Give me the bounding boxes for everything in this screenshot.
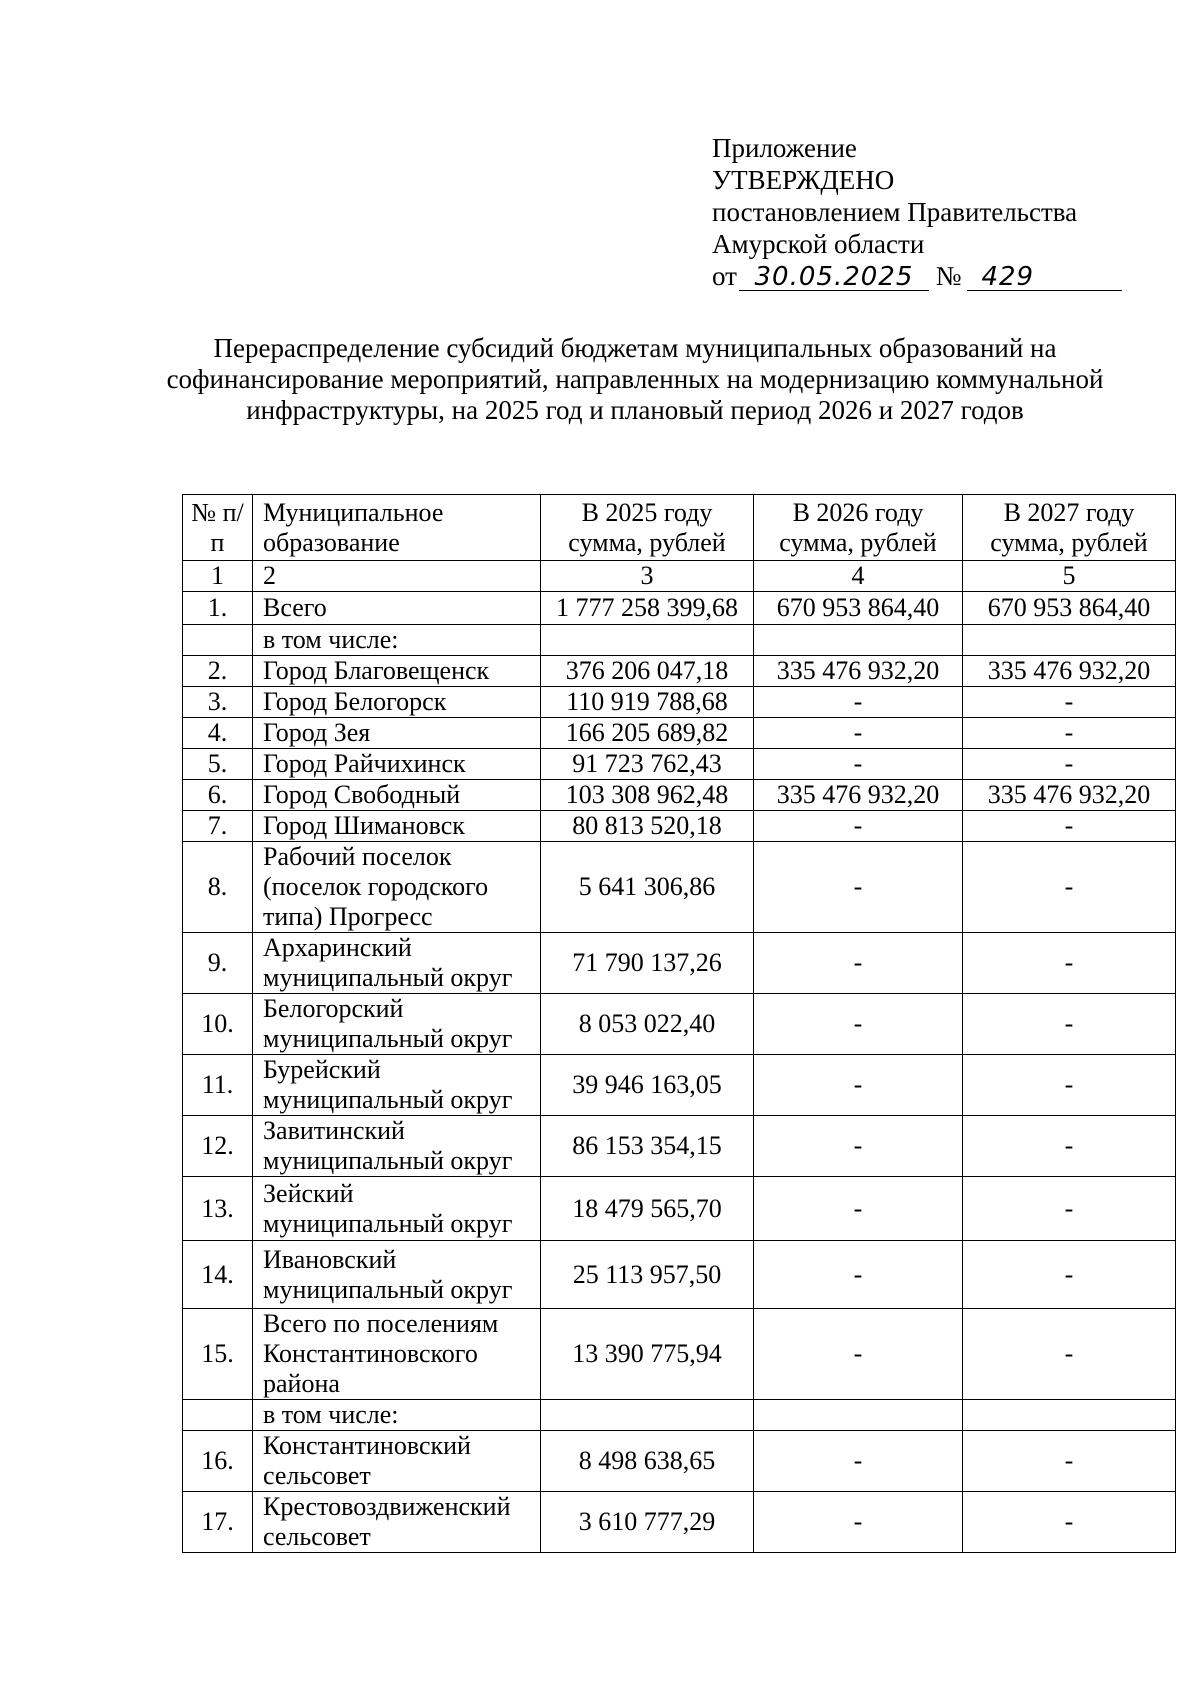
table-cell-col4: - [754,1431,963,1492]
table-cell-col2: Зейский муниципальный округ [253,1177,541,1241]
table-cell-col4 [754,1400,963,1431]
table-cell-col2: в том числе: [253,625,541,656]
table-cell-col2: Всего [253,592,541,625]
table-cell-col1: 9. [183,933,253,994]
table-cell-col3: 71 790 137,26 [541,933,754,994]
table-row [183,1241,1176,1309]
table-cell-col3: 5 641 306,86 [541,842,754,933]
table-cell-col5: - [963,1431,1176,1492]
table-cell-col3: 376 206 047,18 [541,656,754,687]
table-cell-col5: - [963,718,1176,749]
table-cell-col5 [963,625,1176,656]
table-cell-col3: 103 308 962,48 [541,780,754,811]
table-row [183,625,1176,656]
table-cell-col4: В 2026 году сумма, рублей [754,495,963,561]
table-cell-col3: 3 610 777,29 [541,1492,754,1553]
table-cell-col2: Город Свободный [253,780,541,811]
table-cell-col4: - [754,811,963,842]
table-cell-col4: 4 [754,561,963,592]
subsidy-table [182,494,1176,1553]
table-cell-col2: Константиновский сельсовет [253,1431,541,1492]
table-cell-col2: Бурейский муниципальный округ [253,1055,541,1116]
authority-label: Амурской области [712,229,925,259]
table-row [183,1309,1176,1400]
table-cell-col1: 17. [183,1492,253,1553]
table-cell-col2: 2 [253,561,541,592]
table-cell-col5: 5 [963,561,1176,592]
table-cell-col1: 6. [183,780,253,811]
table-row [183,592,1176,625]
table-cell-col4: - [754,1055,963,1116]
table-cell-col4: - [754,749,963,780]
table-cell-col2: Крестовоздвиженский сельсовет [253,1492,541,1553]
table-cell-col1: 16. [183,1431,253,1492]
table-cell-col5: - [963,749,1176,780]
table-cell-col1: 5. [183,749,253,780]
table-cell-col1: 10. [183,994,253,1055]
table-row [183,1116,1176,1177]
table-cell-col2: Завитинский муниципальный округ [253,1116,541,1177]
table-row [183,1055,1176,1116]
table-cell-col2: Город Белогорск [253,687,541,718]
table-cell-col4: - [754,842,963,933]
table-cell-col4: - [754,933,963,994]
table-cell-col3: 110 919 788,68 [541,687,754,718]
table-cell-col4: - [754,994,963,1055]
table-cell-col2: Город Райчихинск [253,749,541,780]
table-cell-col5: - [963,933,1176,994]
table-cell-col5: - [963,811,1176,842]
table-row [183,1492,1176,1553]
number-prefix: № [935,261,962,291]
table-cell-col4 [754,625,963,656]
table-cell-col4: - [754,1177,963,1241]
table-cell-col5: 670 953 864,40 [963,592,1176,625]
table-cell-col5: 335 476 932,20 [963,656,1176,687]
table-row [183,749,1176,780]
table-cell-col2: в том числе: [253,1400,541,1431]
table-cell-col4: - [754,1116,963,1177]
column-number-row [183,561,1176,592]
table-cell-col1: 1. [183,592,253,625]
table-cell-col5: - [963,994,1176,1055]
date-number-line [712,260,1122,292]
table-cell-col2: Ивановский муниципальный округ [253,1241,541,1309]
table-cell-col4: - [754,1309,963,1400]
table-row [183,811,1176,842]
table-cell-col5: - [963,1241,1176,1309]
table-cell-col2: Белогорский муниципальный округ [253,994,541,1055]
table-cell-col1 [183,625,253,656]
table-cell-col4: 670 953 864,40 [754,592,963,625]
table-cell-col3: 25 113 957,50 [541,1241,754,1309]
table-cell-col2: Архаринский муниципальный округ [253,933,541,994]
table-cell-col1: 12. [183,1116,253,1177]
table-row [183,687,1176,718]
table-cell-col3 [541,1400,754,1431]
table-cell-col5: - [963,1492,1176,1553]
table-cell-col3: В 2025 году сумма, рублей [541,495,754,561]
table-cell-col3: 13 390 775,94 [541,1309,754,1400]
table-cell-col3: 86 153 354,15 [541,1116,754,1177]
table-row [183,842,1176,933]
table-cell-col1: 4. [183,718,253,749]
table-cell-col4: 335 476 932,20 [754,656,963,687]
table-cell-col5 [963,1400,1176,1431]
table-cell-col1: 3. [183,687,253,718]
table-cell-col5: - [963,1116,1176,1177]
table-cell-col5: 335 476 932,20 [963,780,1176,811]
resolution-label: постановлением Правительства [712,197,1078,227]
table-cell-col2: Всего по поселениям Константиновского района [253,1309,541,1400]
table-cell-col1: № п/п [183,495,253,561]
table-cell-col1: 14. [183,1241,253,1309]
date-prefix: от [712,261,737,291]
table-cell-col2: Город Шимановск [253,811,541,842]
table-cell-col2: Город Благовещенск [253,656,541,687]
handwritten-number: 429 [967,264,1122,291]
table-cell-col2: Рабочий поселок (поселок городского типа) Прогресс [253,842,541,933]
table-cell-col2: Муниципальное образование [253,495,541,561]
table-cell-col1: 15. [183,1309,253,1400]
table-cell-col3: 1 777 258 399,68 [541,592,754,625]
table-cell-col1: 7. [183,811,253,842]
table-cell-col5: - [963,1309,1176,1400]
table-cell-col3: 166 205 689,82 [541,718,754,749]
table-cell-col3: 8 053 022,40 [541,994,754,1055]
table-row [183,1431,1176,1492]
table-cell-col1: 11. [183,1055,253,1116]
table-cell-col1: 2. [183,656,253,687]
table-row [183,994,1176,1055]
table-cell-col3: 18 479 565,70 [541,1177,754,1241]
table-row [183,1400,1176,1431]
table-row [183,656,1176,687]
table-cell-col5: - [963,842,1176,933]
table-cell-col1: 1 [183,561,253,592]
appendix-label: Приложение [712,133,857,163]
table-cell-col3: 3 [541,561,754,592]
table-cell-col1 [183,1400,253,1431]
document-title: Перераспределение субсидий бюджетам муниципальных образований на софинансирование мероприятий, направленных на модернизацию коммунальной инфраструктуры, на 2025 год и плановый период 2026 и 2027 годов [166,333,1104,425]
table-cell-col1: 13. [183,1177,253,1241]
approved-label: УТВЕРЖДЕНО [712,165,895,195]
table-header-row [183,495,1176,561]
table-cell-col3: 91 723 762,43 [541,749,754,780]
table-cell-col3: 39 946 163,05 [541,1055,754,1116]
table-cell-col3: 8 498 638,65 [541,1431,754,1492]
table-cell-col4: - [754,718,963,749]
table-row [183,780,1176,811]
handwritten-date: 30.05.2025 [739,264,929,291]
table-cell-col1: 8. [183,842,253,933]
table-cell-col3 [541,625,754,656]
table-cell-col5: - [963,1055,1176,1116]
table-row [183,933,1176,994]
approval-block [712,132,1122,292]
table-cell-col5: В 2027 году сумма, рублей [963,495,1176,561]
table-cell-col4: - [754,1492,963,1553]
table-cell-col5: - [963,1177,1176,1241]
table-cell-col4: - [754,687,963,718]
table-cell-col3: 80 813 520,18 [541,811,754,842]
table-cell-col4: - [754,1241,963,1309]
table-cell-col2: Город Зея [253,718,541,749]
table-row [183,718,1176,749]
table-cell-col5: - [963,687,1176,718]
table-row [183,1177,1176,1241]
table-cell-col4: 335 476 932,20 [754,780,963,811]
